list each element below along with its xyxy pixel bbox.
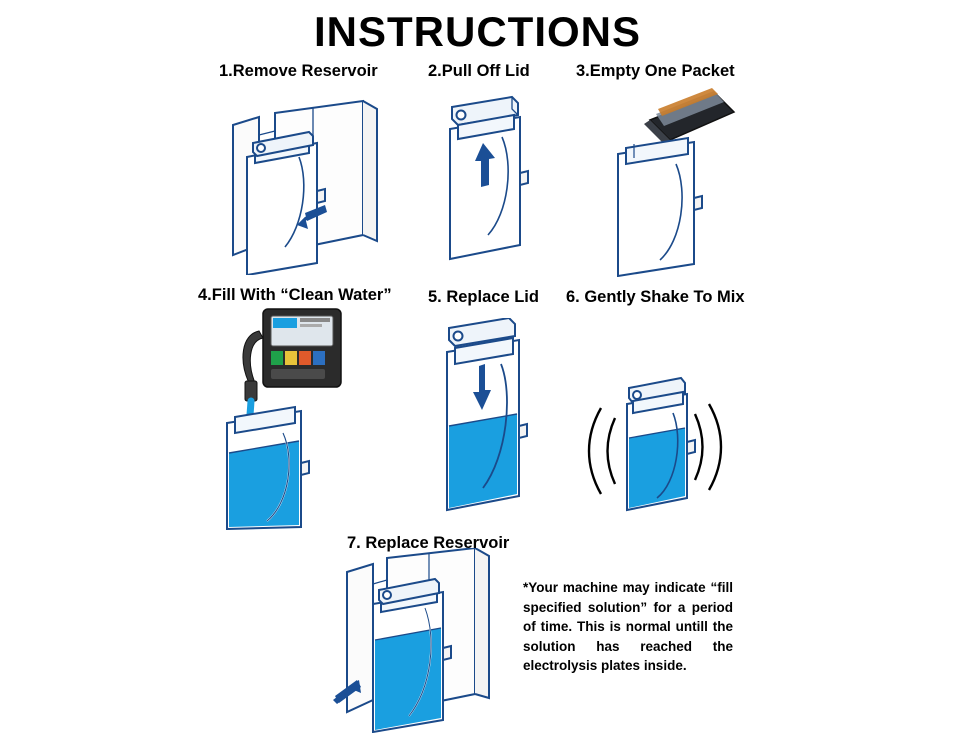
step-5-label: 5. Replace Lid — [428, 288, 539, 306]
step-2-figure — [428, 95, 558, 275]
step-7-label: 7. Replace Reservoir — [347, 534, 510, 552]
page-title: INSTRUCTIONS — [314, 8, 641, 55]
water-ionizer-machine-icon — [243, 309, 341, 401]
step-4-figure — [215, 305, 405, 530]
step-6-label: 6. Gently Shake To Mix — [566, 288, 745, 306]
powder-packet-icon — [644, 88, 734, 144]
step-4-label: 4.Fill With “Clean Water” — [198, 286, 392, 304]
motion-lines-right — [695, 404, 721, 490]
step-5-figure — [425, 318, 555, 523]
step-3-label: 3.Empty One Packet — [576, 62, 735, 80]
step-6-figure — [575, 370, 735, 520]
step-2-label: 2.Pull Off Lid — [428, 62, 530, 80]
step-3-figure — [598, 82, 758, 277]
motion-lines-left — [589, 408, 615, 494]
footnote-text: *Your machine may indicate “fill specified solution” for a period of time. This is normal untill the solution has reached the electrolysis plates inside. — [523, 580, 733, 674]
step-7-figure — [325, 548, 525, 733]
step-1-figure — [213, 95, 393, 275]
step-1-label: 1.Remove Reservoir — [219, 62, 378, 80]
